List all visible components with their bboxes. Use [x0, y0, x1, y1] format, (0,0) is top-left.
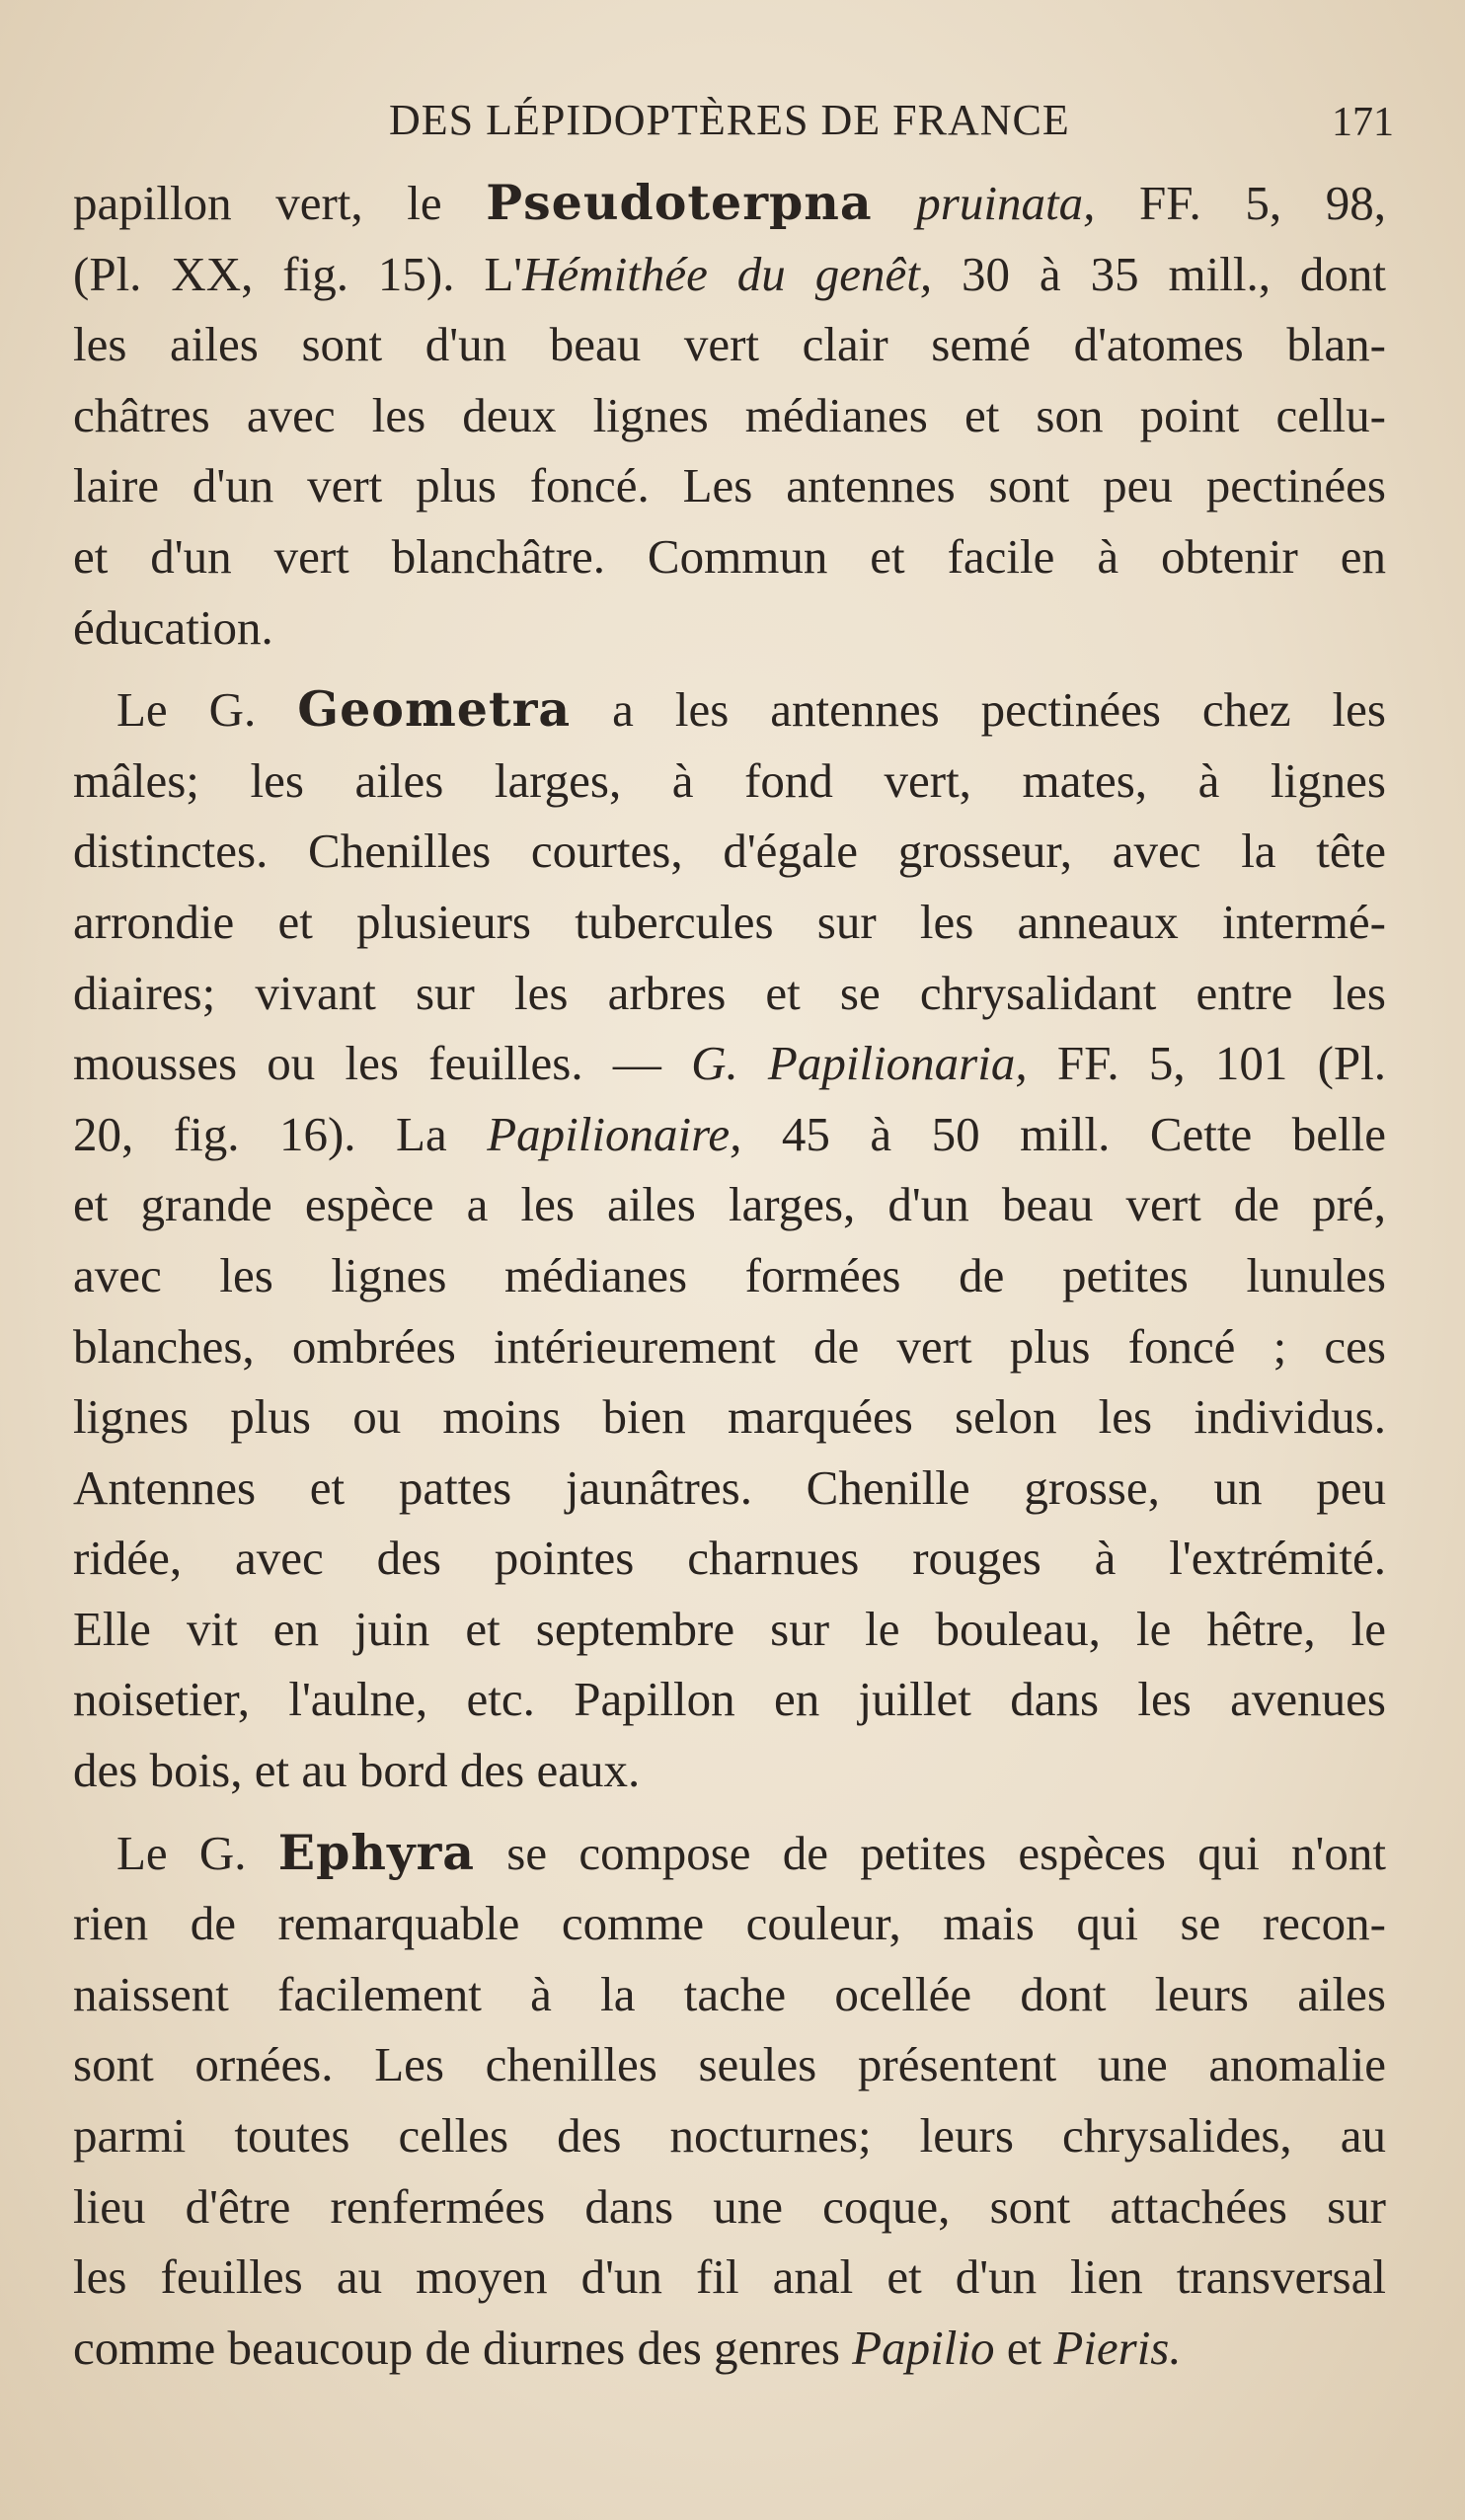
text-segment: Le G. — [116, 682, 298, 738]
text-segment: des bois, et au bord des eaux. — [73, 1743, 641, 1798]
text-line — [73, 1381, 1386, 1453]
text-segment: diaires; vivant sur les arbres et se chrysalidant entre les — [73, 965, 1386, 1020]
text-segment: sont ornées. Les chenilles seules présentent une anomalie — [73, 2037, 1386, 2092]
italic-text: Pieris. — [1053, 2320, 1182, 2375]
text-segment: arrondie et plusieurs tubercules sur les anneaux intermé- — [73, 894, 1386, 949]
text-line — [73, 1664, 1386, 1735]
text-line — [73, 958, 1386, 1029]
text-segment: 20, fig. 16). La — [73, 1106, 488, 1161]
text-segment: 45 à 50 mill. Cette belle — [741, 1106, 1386, 1161]
text-line — [73, 887, 1386, 958]
page-number: 171 — [1332, 100, 1394, 145]
text-segment: éducation. — [73, 599, 273, 655]
text-line — [73, 816, 1386, 887]
text-line — [73, 450, 1386, 521]
text-line — [73, 2171, 1386, 2243]
text-line — [73, 674, 1386, 746]
text-line — [73, 1735, 1386, 1806]
paragraph — [73, 674, 1386, 1806]
text-line — [73, 1959, 1386, 2030]
text-line — [73, 592, 1386, 664]
text-line — [73, 1453, 1386, 1524]
text-line — [73, 1818, 1386, 1889]
italic-text: G. Papilionaria, — [691, 1036, 1028, 1091]
text-segment: mâles; les ailes larges, à fond vert, mates, à lignes — [73, 752, 1386, 808]
text-segment: parmi toutes celles des nocturnes; leurs chrysalides, au — [73, 2108, 1386, 2164]
text-segment: les ailes sont d'un beau vert clair semé d'atomes blan- — [73, 317, 1386, 372]
page-header — [0, 95, 1465, 154]
text-segment: Antennes et pattes jaunâtres. Chenille grosse, un peu — [73, 1459, 1386, 1515]
genus-name: Geometra — [297, 680, 572, 739]
text-line — [73, 1311, 1386, 1382]
genus-name: Pseudoterpna — [486, 174, 873, 231]
text-segment: naissent facilement à la tache ocellée dont leurs ailes — [73, 1966, 1386, 2021]
paragraph — [73, 168, 1386, 663]
text-segment: lieu d'être renfermées dans une coque, sont attachées sur — [73, 2178, 1386, 2234]
text-segment: et grande espèce a les ailes larges, d'un beau vert de pré, — [73, 1177, 1386, 1232]
text-line — [73, 2242, 1386, 2313]
text-segment: et d'un vert blanchâtre. Commun et facile à obtenir en — [73, 528, 1386, 584]
genus-name: Ephyra — [277, 1823, 476, 1881]
text-segment: châtres avec les deux lignes médianes et son point cellu- — [73, 387, 1386, 442]
text-line — [73, 380, 1386, 451]
text-segment: noisetier, l'aulne, etc. Papillon en juillet dans les avenues — [73, 1672, 1386, 1727]
text-segment: se compose de petites espèces qui n'ont — [475, 1825, 1386, 1880]
text-segment: 30 à 35 mill., dont — [932, 246, 1386, 301]
text-segment: ridée, avec des pointes charnues rouges à l'extrémité. — [73, 1531, 1386, 1586]
text-line — [73, 1028, 1386, 1099]
text-segment: Le G. — [116, 1825, 278, 1880]
text-line — [73, 2313, 1386, 2384]
body-text — [73, 168, 1386, 2383]
text-segment: distinctes. Chenilles courtes, d'égale grosseur, avec la tête — [73, 824, 1386, 879]
text-line — [73, 1240, 1386, 1311]
text-segment: laire d'un vert plus foncé. Les antennes sont peu pectinées — [73, 458, 1386, 513]
text-line — [73, 1523, 1386, 1594]
text-line — [73, 309, 1386, 380]
italic-text: Papilio — [852, 2320, 995, 2375]
text-segment: papillon vert, le — [73, 176, 487, 230]
text-segment: Elle vit en juin et septembre sur le bouleau, le hêtre, le — [73, 1601, 1386, 1656]
italic-text: Hémithée du genêt, — [522, 246, 933, 301]
text-segment: mousses ou les feuilles. — — [73, 1036, 692, 1091]
paragraph-gap — [73, 1806, 1386, 1818]
text-segment: a les antennes pectinées chez les — [571, 682, 1386, 738]
text-line — [73, 521, 1386, 592]
text-segment: et — [994, 2320, 1054, 2375]
italic-text: Papilionaire, — [487, 1106, 742, 1161]
italic-text: pruinata, — [916, 176, 1096, 230]
text-segment: FF. 5, 101 (Pl. — [1027, 1036, 1386, 1091]
text-line — [73, 168, 1386, 239]
text-segment: (Pl. XX, fig. 15). L' — [73, 246, 523, 301]
text-segment: comme beaucoup de diurnes des genres — [73, 2320, 853, 2375]
text-line — [73, 2100, 1386, 2171]
text-segment: lignes plus ou moins bien marquées selon les individus. — [73, 1389, 1386, 1445]
text-segment: avec les lignes médianes formées de petites lunules — [73, 1247, 1386, 1302]
text-segment: les feuilles au moyen d'un fil anal et d'un lien transversal — [73, 2249, 1386, 2305]
text-segment — [873, 176, 917, 230]
text-line — [73, 2029, 1386, 2100]
text-line — [73, 1099, 1386, 1170]
text-segment: rien de remarquable comme couleur, mais qui se recon- — [73, 1896, 1386, 1951]
text-line — [73, 1594, 1386, 1665]
text-segment: FF. 5, 98, — [1095, 176, 1386, 230]
paragraph — [73, 1818, 1386, 2384]
text-line — [73, 1169, 1386, 1240]
paragraph-gap — [73, 663, 1386, 674]
text-segment: blanches, ombrées intérieurement de vert plus foncé ; ces — [73, 1318, 1386, 1374]
text-line — [73, 239, 1386, 310]
running-title: DES LÉPIDOPTÈRES DE FRANCE — [389, 96, 1070, 144]
text-line — [73, 746, 1386, 817]
text-line — [73, 1888, 1386, 1959]
